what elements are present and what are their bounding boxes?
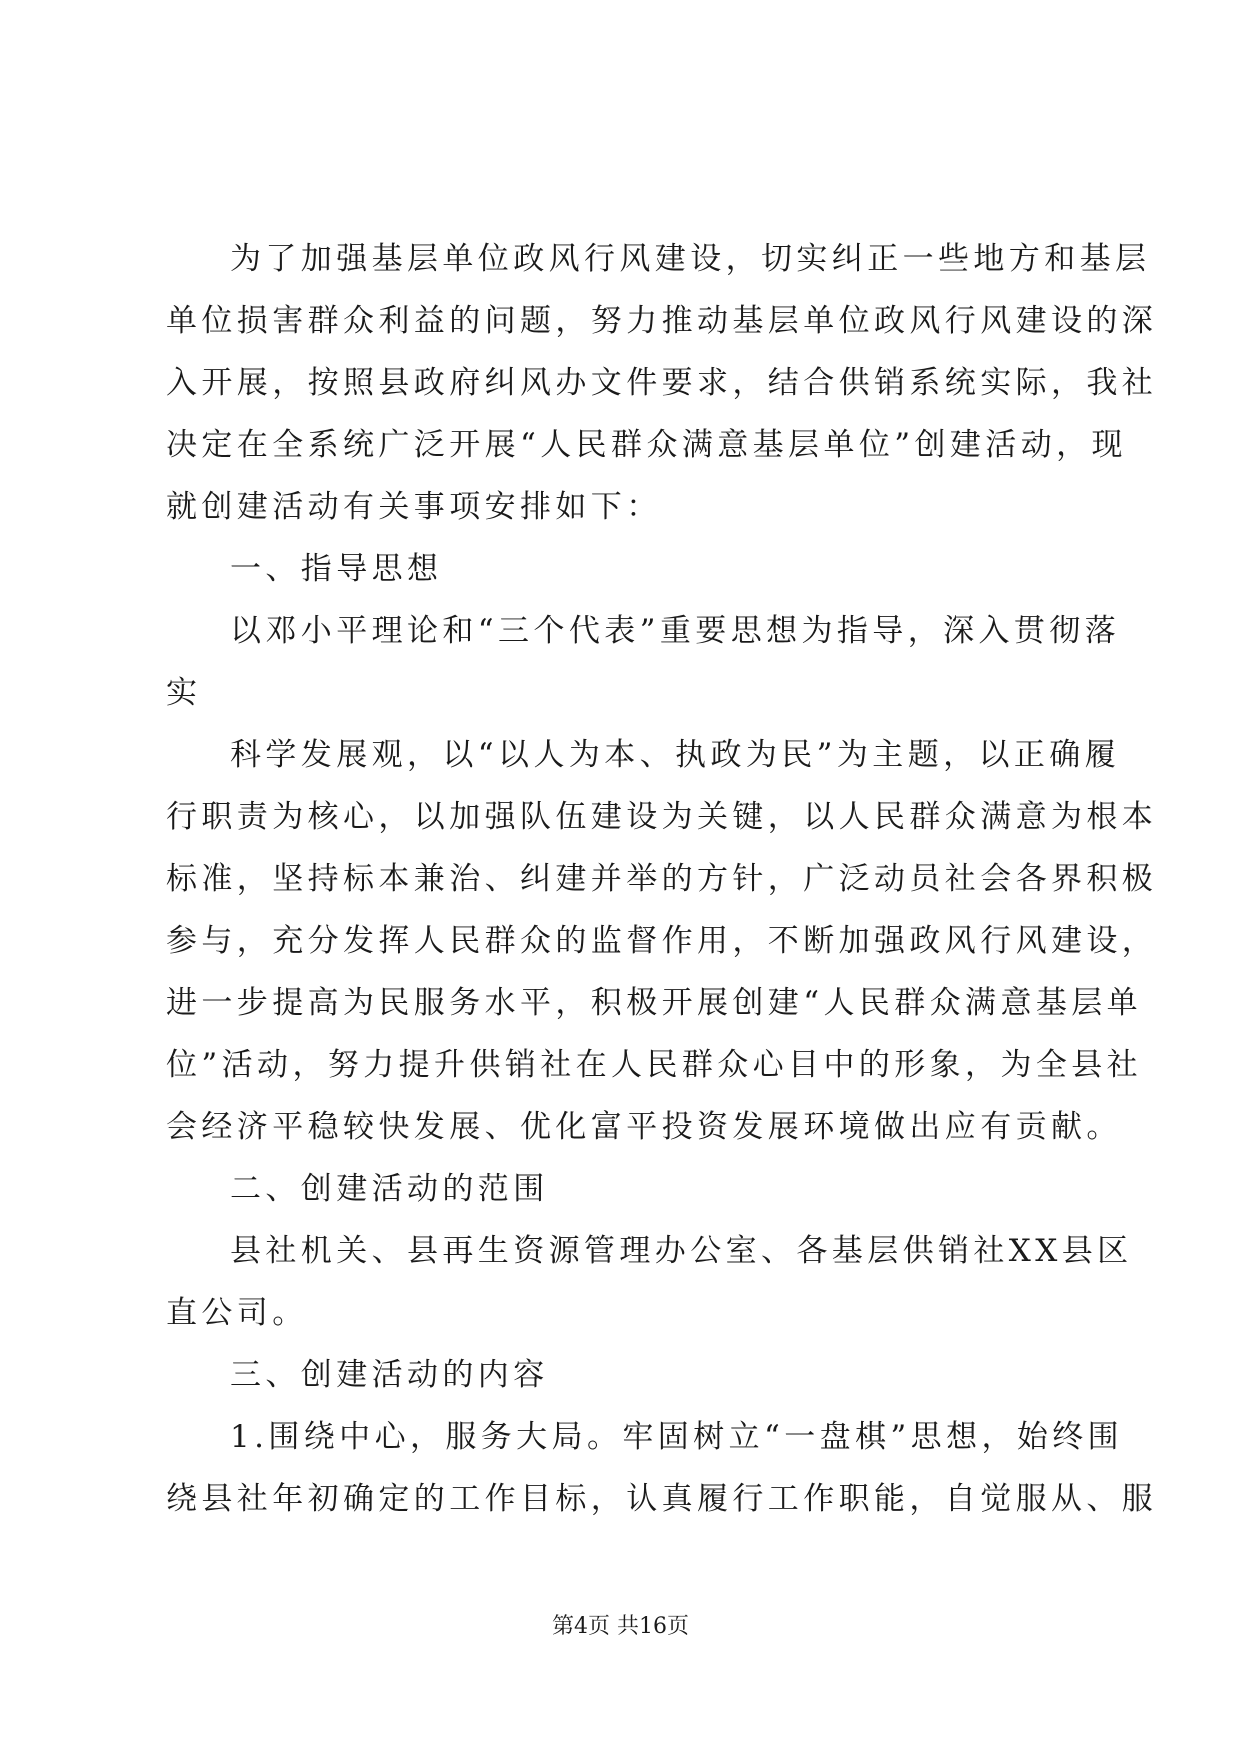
paragraph-line: 行职责为核心，以加强队伍建设为关键，以人民群众满意为根本	[166, 799, 1158, 835]
paragraph-line: 参与，充分发挥人民群众的监督作用，不断加强政风行风建设，	[166, 923, 1158, 959]
paragraph-line: 直公司。	[166, 1295, 308, 1331]
paragraph-line: 以邓小平理论和“三个代表”重要思想为指导，深入贯彻落	[230, 613, 1121, 649]
paragraph-line: 科学发展观，以“以人为本、执政为民”为主题，以正确履	[230, 737, 1121, 773]
section-heading: 二、创建活动的范围	[230, 1171, 549, 1207]
page-number-footer: 第4页 共16页	[552, 1614, 689, 1639]
paragraph-line: 进一步提高为民服务水平，积极开展创建“人民群众满意基层单	[166, 985, 1143, 1021]
paragraph-line: 入开展，按照县政府纠风办文件要求，结合供销系统实际，我社	[166, 365, 1158, 401]
paragraph-line: 县社机关、县再生资源管理办公室、各基层供销社XX县区	[230, 1233, 1133, 1269]
document-body	[166, 228, 1158, 1530]
paragraph-line: 实	[166, 675, 202, 711]
section-heading: 三、创建活动的内容	[230, 1357, 549, 1393]
paragraph-line: 会经济平稳较快发展、优化富平投资发展环境做出应有贡献。	[166, 1109, 1122, 1145]
paragraph-line: 就创建活动有关事项安排如下：	[166, 489, 662, 525]
paragraph-line: 标准，坚持标本兼治、纠建并举的方针，广泛动员社会各界积极	[166, 861, 1158, 897]
paragraph-line: 为了加强基层单位政风行风建设，切实纠正一些地方和基层	[230, 241, 1151, 277]
paragraph-line: 位”活动，努力提升供销社在人民群众心目中的形象，为全县社	[166, 1047, 1143, 1083]
paragraph-line: 决定在全系统广泛开展“人民群众满意基层单位”创建活动，现	[166, 427, 1127, 463]
paragraph-line: 单位损害群众利益的问题，努力推动基层单位政风行风建设的深	[166, 303, 1158, 339]
paragraph-line: 绕县社年初确定的工作目标，认真履行工作职能，自觉服从、服	[166, 1481, 1158, 1517]
section-heading: 一、指导思想	[230, 551, 443, 587]
paragraph-line: 1.围绕中心，服务大局。牢固树立“一盘棋”思想，始终围	[230, 1419, 1124, 1455]
